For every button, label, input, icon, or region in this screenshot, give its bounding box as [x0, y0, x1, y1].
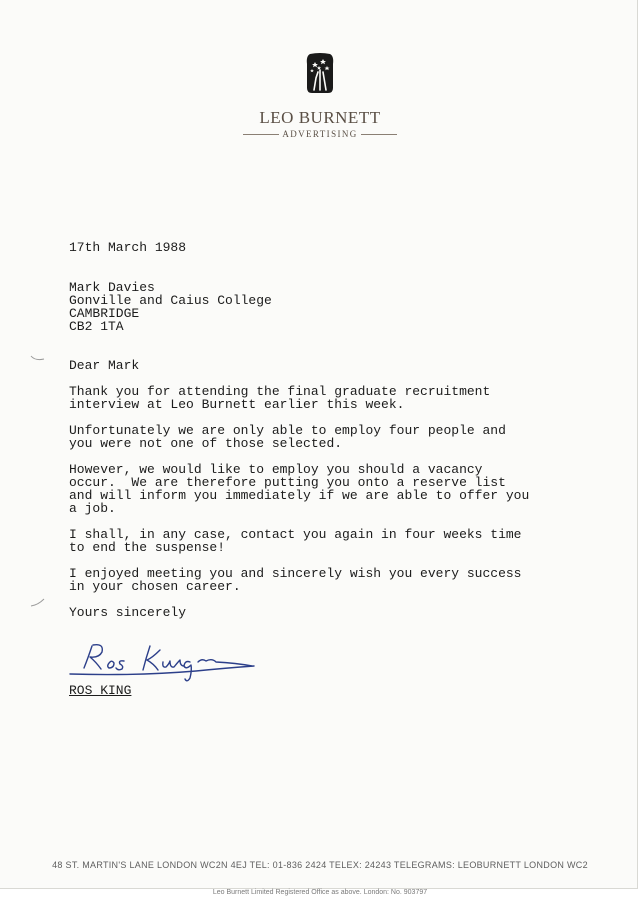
paragraph-line: in your chosen career.	[69, 579, 241, 594]
paragraph-line: Unfortunately we are only able to employ four people and	[69, 423, 506, 438]
paragraph-line: occur. We are therefore putting you onto a reserve list	[69, 475, 506, 490]
handwritten-signature	[66, 636, 266, 688]
paragraph-line: Thank you for attending the final graduate recruitment	[69, 384, 491, 399]
paragraph-line: and will inform you immediately if we are able to offer you	[69, 488, 530, 503]
company-name: LEO BURNETT	[259, 108, 381, 127]
hand-holding-stars-icon	[306, 52, 334, 94]
recipient-postcode: CB2 1TA	[69, 319, 124, 334]
signer-name: ROS KING	[69, 683, 132, 698]
paragraph-line: a job.	[69, 501, 116, 516]
paragraph-line: I enjoyed meeting you and sincerely wish you every success	[69, 566, 522, 581]
letter-date: 17th March 1988	[69, 240, 187, 255]
company-division: ADVERTISING	[0, 129, 640, 139]
salutation: Dear Mark	[69, 358, 140, 373]
company-address: 48 ST. MARTIN'S LANE LONDON WC2N 4EJ TEL: 01-836 2424 TELEX: 24243 TELEGRAMS: LEOBURNETT LONDON WC2	[52, 860, 588, 870]
paragraph-line: I shall, in any case, contact you again in four weeks time	[69, 527, 522, 542]
punch-mark	[30, 598, 46, 608]
recipient-city: CAMBRIDGE	[69, 306, 140, 321]
paragraph-line: you were not one of those selected.	[69, 436, 343, 451]
paragraph-line: interview at Leo Burnett earlier this week.	[69, 397, 405, 412]
closing: Yours sincerely	[69, 605, 187, 620]
registered-office: Leo Burnett Limited Registered Office as above. London: No. 903797	[212, 889, 428, 896]
recipient-college: Gonville and Caius College	[69, 293, 272, 308]
paragraph-line: However, we would like to employ you should a vacancy	[69, 462, 483, 477]
punch-mark	[30, 354, 46, 362]
recipient-name: Mark Davies	[69, 280, 155, 295]
paragraph-line: to end the suspense!	[69, 540, 226, 555]
